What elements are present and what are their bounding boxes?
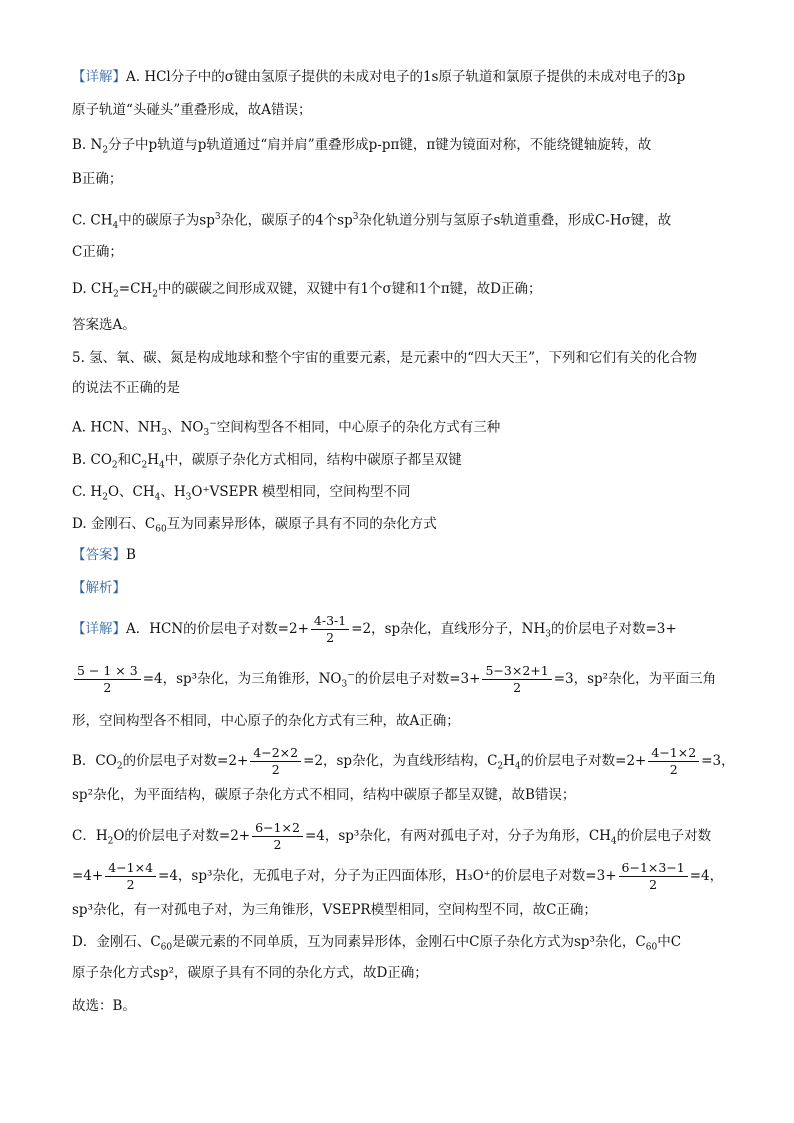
subscript: 3	[161, 428, 168, 439]
fraction	[252, 820, 303, 853]
text: D. 金刚石、C	[72, 516, 156, 532]
fraction	[105, 860, 156, 893]
text: 中，碳原子杂化方式相同，结构中碳原子都呈双键	[164, 452, 462, 468]
text: C. CH	[72, 212, 113, 229]
subscript: 4	[154, 492, 161, 503]
text: 分子中p轨道与p轨道通过“肩并肩”重叠形成p-pπ键，π键为镜面对称，不能绕键轴旋转，故	[108, 137, 652, 153]
q5-stem-cont: 的说法不正确的是	[72, 380, 180, 396]
numerator: 6−1×3−1	[619, 860, 688, 877]
text: =4+	[72, 868, 104, 884]
q4-explanation-A	[72, 68, 722, 86]
subscript: 2	[116, 761, 123, 772]
denominator: 2	[326, 630, 335, 645]
superscript: 3	[352, 212, 359, 222]
explanation-line-6	[72, 820, 722, 853]
final-answer: 故选：B。	[72, 998, 136, 1014]
text: 的价层电子对数=2+	[122, 753, 249, 769]
text: 和C	[117, 452, 142, 468]
answer-label: 【答案】	[72, 547, 126, 563]
subscript: 2	[107, 836, 114, 847]
explanation-line-4	[72, 745, 735, 778]
explanation-line-3: 形，空间构型各不相同，中心原子的杂化方式有三种，故A正确；	[72, 713, 460, 729]
text: =4，sp³杂化，无孤电子对，分子为正四面体形，H₃O⁺的价层电子对数=3+	[158, 868, 617, 884]
denominator: 2	[649, 877, 658, 892]
subscript: 60	[155, 524, 167, 535]
answer-value: B	[126, 547, 136, 563]
superscript: −	[209, 419, 217, 429]
q5-option-B	[72, 451, 722, 475]
q4-explanation-B	[72, 136, 722, 160]
text: A. HCl分子中的σ键由氢原子提供的未成对电子的1s原子轨道和氯原子提供的未成对电子的3p	[126, 69, 686, 85]
text: 杂化轨道分别与氢原子s轨道重叠，形成C-Hσ键，故	[358, 212, 672, 229]
text: 的价层电子对数=3+	[551, 621, 677, 637]
q5-option-A	[72, 415, 722, 442]
explanation-line-7	[72, 860, 722, 893]
subscript: 2	[113, 289, 119, 300]
text: 中C	[657, 934, 682, 950]
text: H	[147, 452, 159, 468]
text: =4，sp³杂化，有两对孤电子对，分子为角形，CH	[304, 828, 611, 844]
numerator: 4−2×2	[250, 745, 301, 762]
explanation-line-5: sp²杂化，为平面结构，碳原子杂化方式不相同，结构中碳原子都呈双键，故B错误；	[72, 787, 576, 803]
text: =CH	[118, 281, 153, 297]
denominator: 2	[513, 680, 522, 695]
fraction	[311, 613, 349, 646]
subscript: 4	[159, 460, 165, 471]
numerator: 4−1×4	[105, 860, 156, 877]
text: H	[503, 753, 515, 769]
fraction	[482, 663, 551, 696]
text: 中的碳原子为sp	[118, 212, 215, 229]
subscript: 2	[102, 145, 109, 156]
subscript: 2	[497, 761, 504, 772]
explanation-line-8: sp³杂化，有一对孤电子对，为三角锥形，VSEPR模型相同，空间构型不同，故C正确；	[72, 902, 597, 918]
subscript: 4	[514, 761, 521, 772]
subscript: 2	[111, 460, 118, 471]
text: B. N	[72, 137, 103, 153]
detail-heading: 【详解】	[72, 69, 126, 85]
text: B. CO	[72, 452, 112, 468]
explanation-line-1	[72, 613, 722, 646]
text: 的价层电子对数=2+	[520, 753, 647, 769]
text: O⁺VSEPR 模型相同，空间构型不同	[191, 484, 411, 500]
text: C．H	[72, 828, 108, 844]
q4-explanation-D	[72, 280, 722, 304]
subscript: 3	[203, 428, 210, 439]
subscript: 2	[102, 492, 108, 503]
text: 的价层电子对数=3+	[354, 671, 481, 687]
q4-explanation-C-cont: C正确；	[72, 244, 123, 260]
text: =4，	[689, 868, 724, 884]
text: 的价层电子对数	[616, 828, 712, 844]
numerator: 6−1×2	[252, 820, 303, 837]
numerator: 4−1×2	[648, 745, 699, 762]
denominator: 2	[126, 877, 135, 892]
text: 是碳元素的不同单质，互为同素异形体，金刚石中C原子杂化方式为sp³杂化，C	[172, 934, 646, 950]
text: 杂化，碳原子的4个sp	[220, 212, 353, 229]
explanation-line-10: 原子杂化方式sp²，碳原子具有不同的杂化方式，故D正确；	[72, 965, 428, 981]
detail-heading: 【详解】	[72, 621, 126, 637]
text: =3，sp²杂化，为平面三角	[553, 671, 717, 687]
text: C. H	[72, 484, 103, 500]
q5-stem: 5. 氢、氧、碳、氮是构成地球和整个宇宙的重要元素，是元素中的“四大天王”，下列和它们有关的化合物	[72, 350, 697, 366]
fraction	[648, 745, 699, 778]
text: =3，	[701, 753, 735, 769]
q4-answer: 答案选A。	[72, 317, 136, 333]
explanation-line-9	[72, 933, 722, 957]
q4-explanation-C	[72, 208, 722, 235]
q5-option-D	[72, 515, 722, 539]
subscript: 2	[152, 289, 158, 300]
text: D．金刚石、C	[72, 934, 161, 950]
denominator: 2	[271, 762, 280, 777]
subscript: 4	[610, 836, 617, 847]
text: 、NO	[167, 419, 204, 436]
answer-line	[72, 546, 722, 564]
text: 、H	[160, 484, 186, 500]
denominator: 2	[669, 762, 678, 777]
subscript: 3	[185, 492, 192, 503]
text: O的价层电子对数=2+	[113, 828, 251, 844]
subscript: 60	[645, 942, 658, 953]
fraction	[250, 745, 301, 778]
denominator: 2	[103, 680, 112, 695]
text: 互为同素异形体，碳原子具有不同的杂化方式	[166, 516, 437, 532]
analysis-label: 【解析】	[72, 580, 126, 596]
subscript: 3	[545, 629, 551, 640]
text: A．HCN的价层电子对数=2+	[126, 621, 309, 637]
fraction	[74, 663, 141, 696]
q4-explanation-B-cont: B正确；	[72, 171, 123, 187]
text: 空间构型各不相同，中心原子的杂化方式有三种	[216, 419, 501, 436]
subscript: 4	[112, 221, 119, 232]
text: O、CH	[107, 484, 155, 500]
fraction	[619, 860, 688, 893]
numerator: 5 − 1 × 3	[74, 663, 141, 680]
subscript: 60	[160, 942, 173, 953]
numerator: 4-3-1	[311, 613, 349, 630]
superscript: 3	[214, 212, 221, 222]
text: B．CO	[72, 753, 117, 769]
subscript: 2	[141, 460, 148, 471]
q4-explanation-A-cont: 原子轨道“头碰头”重叠形成，故A错误；	[72, 102, 312, 118]
text: =2，sp杂化，为直线形结构，C	[303, 753, 498, 769]
text: =4，sp³杂化，为三角锥形，NO	[142, 671, 342, 687]
superscript: −	[347, 670, 355, 681]
text: =2，sp杂化，直线形分子，NH	[351, 621, 546, 637]
text: 中的碳碳之间形成双键，双键中有1个σ键和1个π键，故D正确；	[157, 281, 542, 297]
explanation-line-2	[72, 663, 722, 696]
numerator: 5−3×2+1	[482, 663, 551, 680]
q5-option-C	[72, 483, 722, 507]
text: A. HCN、NH	[72, 419, 162, 436]
denominator: 2	[273, 837, 282, 852]
subscript: 3	[341, 679, 348, 690]
text: D. CH	[72, 281, 114, 297]
